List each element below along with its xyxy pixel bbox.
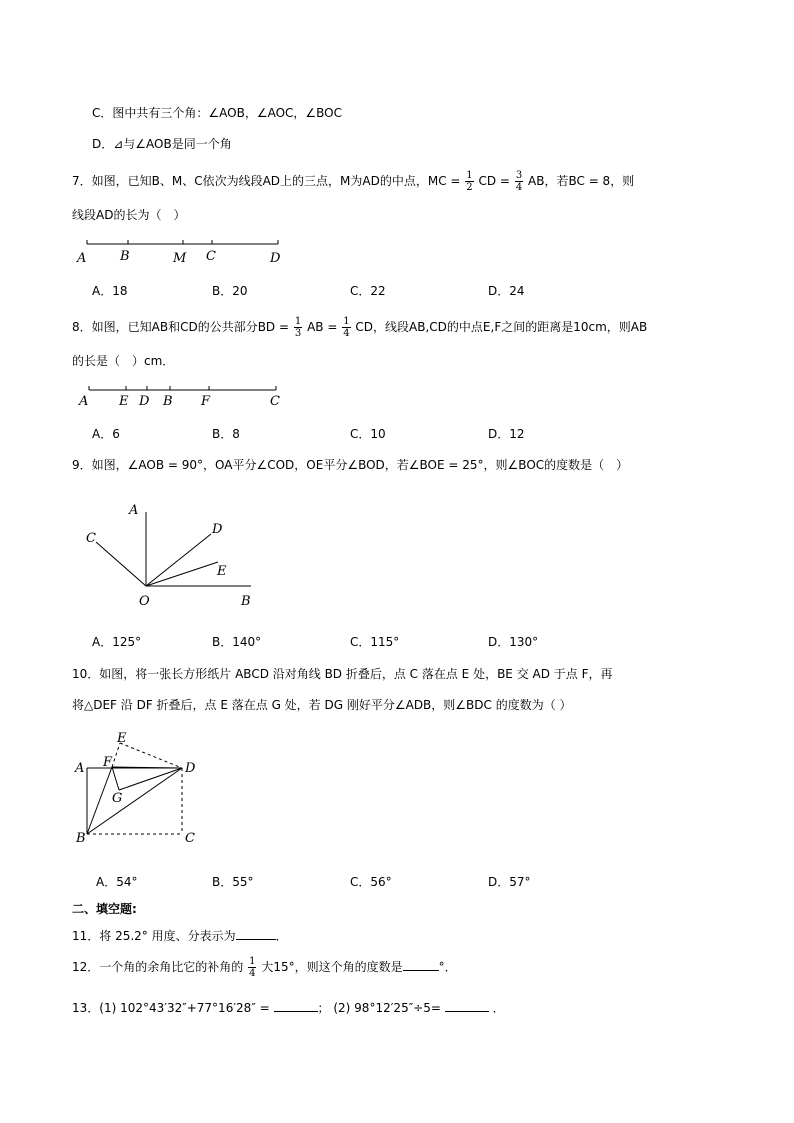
point-label-a: A (77, 251, 87, 266)
point-label-c: C (86, 531, 96, 546)
segment-fe (112, 743, 120, 767)
q8-stem-pre: 8．如图，已知AB和CD的公共部分BD = (72, 320, 290, 334)
q6-option-d: D．⊿与∠AOB是同一个角 (92, 137, 232, 151)
q8-stem-mid: AB = (307, 320, 338, 334)
diagonal-bd (87, 768, 182, 834)
q13-part2: (2) 98°12′25″÷5= (333, 1001, 441, 1015)
point-label-g: G (112, 791, 123, 806)
q9-option-b: B．140° (212, 635, 262, 649)
q8-option-c: C．10 (350, 427, 386, 441)
segment-fg (112, 767, 119, 790)
q12-line (72, 956, 457, 979)
q10-option-c: C．56° (350, 875, 392, 889)
point-label-a: A (129, 503, 139, 518)
q8-option-b: B．8 (212, 427, 240, 441)
q10-stem-line2: 将△DEF 沿 DF 折叠后，点 E 落在点 G 处，若 DG 刚好平分∠ADB，则∠BDC 的度数为（ ） (72, 698, 572, 712)
q11-answer-blank[interactable] (236, 927, 276, 940)
frac-denominator: 2 (466, 182, 473, 193)
q8-option-a: A．6 (92, 427, 120, 441)
point-label-d: D (185, 761, 196, 776)
frac-numerator: 1 (466, 170, 473, 181)
q12-stem-pre: 12．一个角的余角比它的补角的 (72, 960, 244, 974)
q10-option-b: B．55° (212, 875, 254, 889)
q11-stem: 11．将 25.2° 用度、分表示为 (72, 929, 236, 943)
q7-option-a: A．18 (92, 284, 128, 298)
q7-option-b: B．20 (212, 284, 248, 298)
q13-line (72, 999, 505, 1016)
q7-stem-pre: 7．如图，已知B、M、C依次为线段AD上的三点，M为AD的中点，MC = (72, 174, 461, 188)
point-label-c: C (270, 394, 280, 409)
q7-option-d: D．24 (488, 284, 525, 298)
point-label-e: E (119, 394, 129, 409)
point-label-f: F (201, 394, 211, 409)
q7-option-c: C．22 (350, 284, 386, 298)
q10-stem-line1: 10．如图，将一张长方形纸片 ABCD 沿对角线 BD 折叠后，点 C 落在点 E 处，BE 交 AD 于点 F，再 (72, 667, 613, 681)
point-label-d: D (270, 251, 281, 266)
q13-separator: ； (317, 1001, 330, 1015)
q13-answer-blank-1[interactable] (274, 999, 318, 1012)
segment-ed (120, 743, 182, 768)
q12-stem-post: 大15°，则这个角的度数是 (261, 960, 403, 974)
q7-stem-post: AB，若BC = 8，则 (528, 174, 635, 188)
point-label-o: O (139, 594, 150, 609)
point-label-b: B (120, 249, 130, 264)
frac-numerator: 1 (343, 316, 350, 327)
q13-part1: 13．(1) 102°43′32″+77°16′28″ = (72, 1001, 270, 1015)
q9-option-a: A．125° (92, 635, 142, 649)
frac-denominator: 3 (294, 328, 302, 339)
q7-stem-mid: CD = (478, 174, 510, 188)
frac-numerator: 3 (515, 170, 523, 181)
point-label-d: D (139, 394, 150, 409)
point-label-a: A (75, 761, 85, 776)
segment-gd (119, 768, 182, 790)
point-label-f: F (103, 755, 113, 770)
point-label-b: B (163, 394, 173, 409)
q7-stem-line2: 线段AD的长为（ ） (72, 208, 186, 222)
point-label-a: A (79, 394, 89, 409)
q11-end: ． (275, 929, 288, 943)
frac-denominator: 4 (515, 182, 523, 193)
section-title-fill-in: 二、填空题: (72, 902, 137, 916)
frac-denominator: 4 (249, 968, 256, 979)
point-label-c: C (185, 831, 195, 846)
q10-option-d: D．57° (488, 875, 531, 889)
q8-stem-line2: 的长是（ ）cm． (72, 354, 175, 368)
frac-numerator: 1 (249, 956, 256, 967)
point-label-b: B (76, 831, 86, 846)
q13-end: ． (492, 1001, 505, 1015)
frac-numerator: 1 (294, 316, 302, 327)
point-label-e: E (117, 731, 127, 746)
q9-option-c: C．115° (350, 635, 400, 649)
q8-option-d: D．12 (488, 427, 525, 441)
point-label-m: M (173, 251, 187, 266)
q9-stem: 9．如图，∠AOB = 90°，OA平分∠COD，OE平分∠BOD，若∠BOE = 25°，则∠BOC的度数是（ ） (72, 458, 629, 472)
q12-end: °． (438, 960, 457, 974)
point-label-e: E (217, 564, 227, 579)
point-label-c: C (206, 249, 216, 264)
point-label-b: B (241, 594, 251, 609)
segment-bf (87, 767, 112, 834)
q6-option-c: C．图中共有三个角：∠AOB，∠AOC，∠BOC (92, 106, 342, 120)
q10-option-a: A．54° (96, 875, 138, 889)
q9-option-d: D．130° (488, 635, 539, 649)
point-label-d: D (212, 522, 223, 537)
q12-fraction-one-quarter (248, 956, 256, 979)
q13-answer-blank-2[interactable] (445, 999, 489, 1012)
frac-denominator: 4 (343, 328, 350, 339)
q11-line (72, 927, 288, 944)
q8-stem-post: CD，线段AB,CD的中点E,F之间的距离是10cm，则AB (355, 320, 648, 334)
q12-answer-blank[interactable] (403, 958, 439, 971)
